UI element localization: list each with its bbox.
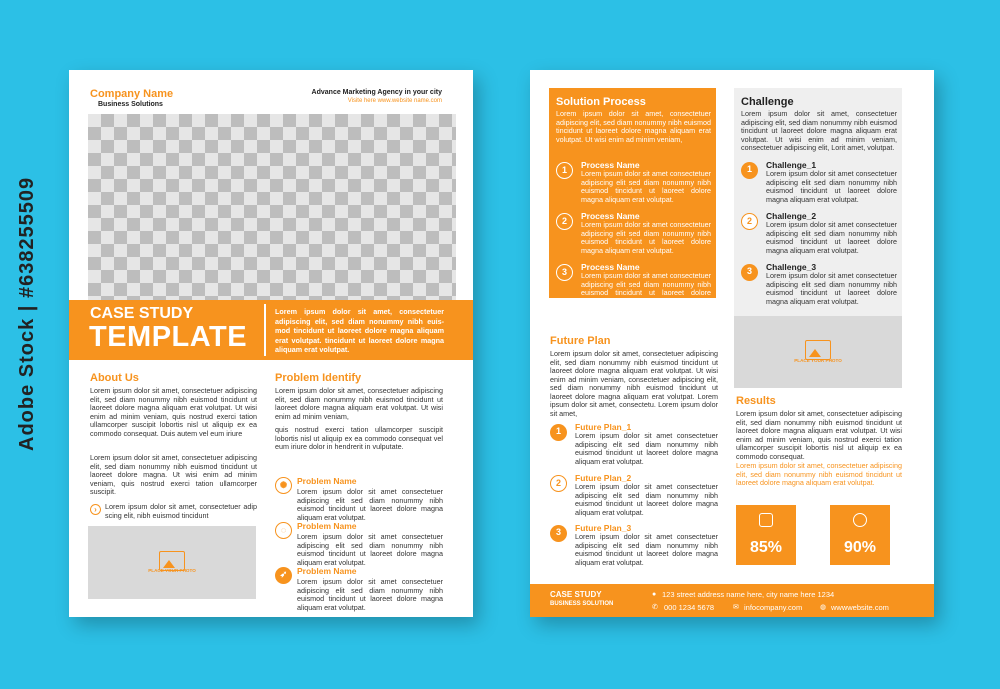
future-plan-text-1: Lorem ipsum dolor sit amet consectetuer adipiscing elit sed diam nonummy nibh euismod tincidunt ut laoreet dolore magna aliquam erat volutpat. [575, 431, 718, 466]
banner-title-line2: TEMPLATE [89, 321, 248, 353]
footer-phone: 000 1234 5678 [664, 603, 715, 612]
process-text-3: Lorem ipsum dolor sit amet consectetuer adipiscing elit sed diam nonummy nibh euismod tincidunt ut laoreet dolore magna aliquam erat volutpat. [581, 271, 711, 306]
process-text-1: Lorem ipsum dolor sit amet consectetuer adipiscing elit sed diam nonummy nibh euismod tincidunt ut laoreet dolore magna aliquam erat volutpat. [581, 169, 711, 204]
challenge-text-3: Lorem ipsum dolor sit amet consectetuer adipiscing elit sed diam nonummy nibh euismod tincidunt ut laoreet dolore magna aliquam erat volutpat. [766, 271, 897, 306]
future-number-3: 3 [550, 525, 567, 542]
challenge-text-2: Lorem ipsum dolor sit amet consectetuer adipiscing elit sed diam nonummy nibh euismod tincidunt ut laoreet dolore magna aliquam erat volutpat. [766, 220, 897, 255]
company-name: Company Name [90, 88, 174, 100]
footer-email: infocompany.com [744, 603, 803, 612]
challenge-number-2: 2 [741, 213, 758, 230]
process-name-2: Process Name [581, 211, 640, 221]
problem-paragraph-2: quis nostrud exerci tation ullamcorper suscipit lobortis nisl ut aliquip ex ea commodo consequat vel eum iriure dolor in hendrerit in vulputate. [275, 425, 443, 451]
problem-identify-title: Problem Identify [275, 372, 362, 384]
process-number-3: 3 [556, 264, 573, 281]
challenge-number-3: 3 [741, 264, 758, 281]
rocket-icon: ➶ [275, 567, 292, 584]
placeholder-label-2: PLACE YOUR PHOTO [794, 357, 842, 363]
agency-tagline: Advance Marketing Agency in your city [311, 89, 442, 96]
future-plan-text-3: Lorem ipsum dolor sit amet consectetuer adipiscing elit sed diam nonummy nibh euismod tincidunt ut laoreet dolore magna aliquam erat volutpat. [575, 532, 718, 567]
challenge-name-1: Challenge_1 [766, 160, 817, 170]
future-plan-name-2: Future Plan_2 [575, 473, 632, 483]
about-us-paragraph-1: Lorem ipsum dolor sit amet, consectetuer adipiscing elit, sed diam nonummy nibh euismod tincidunt ut laoreet dolore magna aliquam erat volutpat. Ut wisi enim ad minim veniam, quis nostrud exerci tation ullamcorper suscipit lobortis nisl ut aliquip ex ea commodo consequat. Duis autem vel eum iriure [90, 386, 257, 438]
page-footer [530, 584, 934, 617]
footer-subtitle: BUSINESS SOLUTION [550, 601, 614, 607]
location-icon: ● [652, 591, 657, 598]
photo-placeholder-2 [734, 316, 902, 388]
results-title: Results [736, 395, 776, 407]
website-line: Visite here www.website name.com [347, 98, 442, 104]
results-text: Lorem ipsum dolor sit amet, consectetuer adipiscing elit, sed diam nonummy nibh euismod tincidunt ut laoreet dolore magna aliquam erat volutpat. Ut wisi enim ad minim veniam, quis nostrud exerci tation ullamcorper suscipit lobortis nisl ut aliquip ex ea commodo consequat. [736, 409, 902, 461]
placeholder-label: PLACE YOUR PHOTO [148, 568, 196, 574]
process-name-3: Process Name [581, 262, 640, 272]
title-banner [69, 300, 473, 360]
banner-text: Lorem ipsum dolor sit amet, consectetuer adipiscing elit, sed diam nonummy nibh euis-mod tincidunt ut laoreet dolore magna aliquam erat volutpat. tincidunt ut laoreet dolore magna aliquam erat volutpat. [275, 307, 444, 355]
globe-icon: ◍ [820, 604, 827, 611]
thumbs-up-icon [853, 513, 867, 527]
chevron-right-icon: › [90, 504, 101, 515]
banner-title-line1: CASE STUDY [90, 305, 194, 322]
stat-value-2: 90% [843, 539, 877, 556]
challenge-number-1: 1 [741, 162, 758, 179]
future-number-1: 1 [550, 424, 567, 441]
process-name-1: Process Name [581, 160, 640, 170]
brochure-page-2 [530, 70, 934, 617]
future-plan-text-2: Lorem ipsum dolor sit amet consectetuer adipiscing elit sed diam nonummy nibh euismod tincidunt ut laoreet dolore magna aliquam erat volutpat. [575, 482, 718, 517]
challenge-text-1: Lorem ipsum dolor sit amet consectetuer adipiscing elit sed diam nonummy nibh euismod tincidunt ut laoreet dolore magna aliquam erat volutpat. [766, 169, 897, 204]
challenge-title: Challenge [741, 96, 794, 108]
solution-process-title: Solution Process [556, 96, 646, 108]
challenge-box [734, 88, 902, 388]
stat-value-1: 85% [749, 539, 783, 556]
future-plan-name-1: Future Plan_1 [575, 422, 632, 432]
stat-box-2 [830, 505, 890, 565]
about-us-title: About Us [90, 372, 139, 384]
challenge-name-2: Challenge_2 [766, 211, 817, 221]
problem-icon-1: ✺ [275, 477, 292, 494]
problem-paragraph-1: Lorem ipsum dolor sit amet, consectetuer adipiscing elit, sed diam nonummy nibh euismod tincidunt ut laoreet dolore magna aliquam erat volutpat. Ut wisi enim ad minim veniam, [275, 386, 443, 421]
stat-box-1 [736, 505, 796, 565]
about-us-bullet: Lorem ipsum dolor sit amet, consectetuer adip scing elit, nibh euismod tincidunt [105, 502, 257, 520]
future-plan-name-3: Future Plan_3 [575, 523, 632, 533]
footer-title: CASE STUDY [550, 590, 602, 599]
adobe-stock-watermark: Adobe Stock | #638255509 [16, 176, 38, 451]
future-plan-text: Lorem ipsum dolor sit amet, consectetuer adipiscing elit, sed diam nonummy nibh euismod tincidunt ut laoreet dolore magna aliquam erat volutpat. Ut wisi enim ad minim veniam, consectetuer adipiscing elit, sed diam nonummy nibh euismod tincidunt ut laoreet dolore magna aliquam erat volutpat. Lorem ipsum dolor sit amet, consectetu. Lorem ipsum dolor sit amet, [550, 349, 718, 418]
about-us-paragraph-2: Lorem ipsum dolor sit amet, consectetuer adipiscing elit, sed diam nonummy nibh euismod tincidunt ut laoreet dolore magna. Ut wisi enim ad minim veniam, quis nostrud exerci tation ullamcorper suscipit. [90, 453, 257, 496]
lightbulb-icon: ◌ [275, 522, 292, 539]
company-subtitle: Business Solutions [98, 101, 163, 108]
brochure-page-1 [69, 70, 473, 617]
process-number-1: 1 [556, 162, 573, 179]
problem-text-3: Lorem ipsum dolor sit amet consectetuer adipiscing elit sed diam nonummy nibh euismod tincidunt ut laoreet dolore magna aliquam erat volutpat. [297, 577, 443, 612]
problem-text-1: Lorem ipsum dolor sit amet consectetuer adipiscing elit sed diam nonummy nibh euismod tincidunt ut laoreet dolore magna aliquam erat volutpat. [297, 487, 443, 522]
problem-text-2: Lorem ipsum dolor sit amet consectetuer adipiscing elit sed diam nonummy nibh euismod tincidunt ut laoreet dolore magna aliquam erat volutpat. [297, 532, 443, 567]
solution-process-box [549, 88, 716, 306]
future-plan-title: Future Plan [550, 335, 611, 347]
future-number-2: 2 [550, 475, 567, 492]
challenge-text: Lorem ipsum dolor sit amet, consectetuer adipiscing elit, sed diam nonummy nibh euismod tincidunt ut laoreet dolore magna aliquam erat volutpat. Ut wisi enim ad minim veniam, consectetuer adipiscing elit, Lorit amet, volutpat. [741, 109, 897, 152]
problem-name-3: Problem Name [297, 566, 357, 576]
process-number-2: 2 [556, 213, 573, 230]
photo-placeholder [88, 526, 256, 599]
footer-website: wwwwebsite.com [831, 603, 889, 612]
phone-icon: ✆ [652, 604, 658, 611]
problem-name-1: Problem Name [297, 476, 357, 486]
solution-process-text: Lorem ipsum dolor sit amet, consectetuer adipiscing elit, sed diam nonummy nibh euismod tincidunt ut laoreet dolore magna aliquam erat volutpat. Ut wisi enim ad minim veniam, [556, 109, 711, 144]
footer-address: 123 street address name here, city name here 1234 [662, 590, 835, 599]
process-text-2: Lorem ipsum dolor sit amet consectetuer adipiscing elit sed diam nonummy nibh euismod tincidunt ut laoreet dolore magna aliquam erat volutpat. [581, 220, 711, 255]
award-icon [759, 513, 773, 527]
hero-image-placeholder [88, 114, 456, 300]
problem-name-2: Problem Name [297, 521, 357, 531]
results-text-orange: Lorem ipsum dolor sit amet, consectetuer adipiscing elit, sed diam nonummy nibh euismod tincidunt ut laoreet dolore magna aliquam erat volutpat. [736, 461, 902, 487]
banner-divider [264, 304, 266, 356]
challenge-name-3: Challenge_3 [766, 262, 817, 272]
email-icon: ✉ [733, 604, 739, 611]
